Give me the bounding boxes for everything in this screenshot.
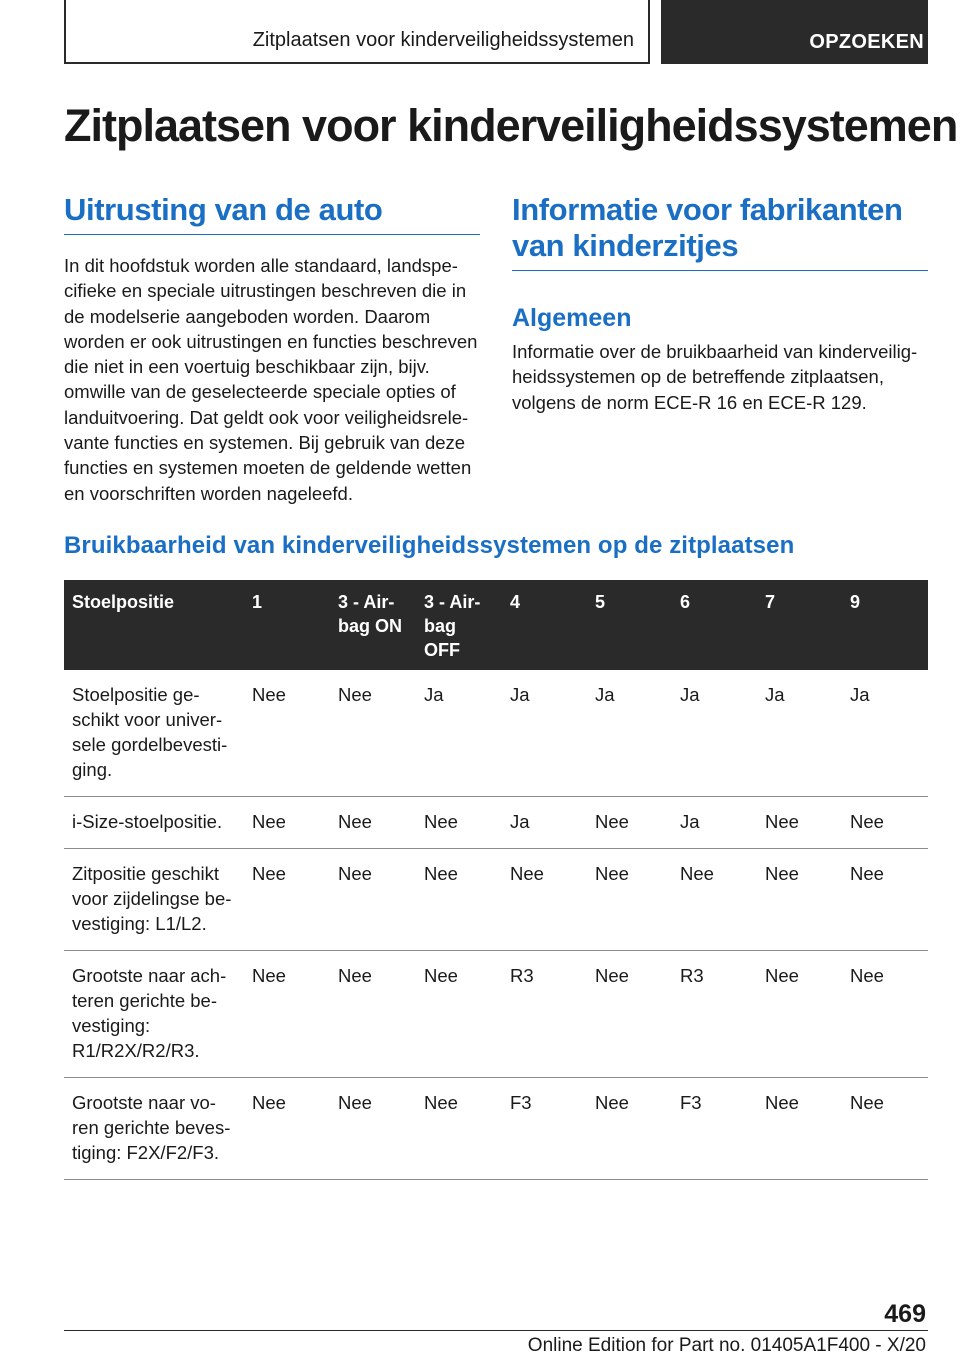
page-number: 469: [884, 1300, 926, 1328]
general-paragraph: Informatie over de bruikbaarheid van kinderveiligheidssystemen op de betreffende zitplaatsen, volgens de norm ECE-R 16 en ECE-R 129.: [512, 341, 918, 413]
table-cell: Nee: [244, 670, 330, 797]
table-cell: Ja: [587, 670, 672, 797]
table-section-title: Bruikbaarheid van kinderveiligheidssystemen op de zitplaatsen: [64, 532, 795, 559]
table-cell: Nee: [244, 1078, 330, 1180]
table-cell: Ja: [502, 797, 587, 849]
table-cell: Nee: [842, 1078, 928, 1180]
table-header-cell: 3 - Airbag ON: [330, 580, 416, 670]
table-cell: Nee: [757, 951, 842, 1078]
header-chapter-box: [64, 0, 650, 64]
table-cell: Ja: [416, 670, 502, 797]
table-cell: Nee: [330, 797, 416, 849]
table-cell: Nee: [416, 849, 502, 951]
table-cell: Nee: [587, 1078, 672, 1180]
table-cell: Nee: [587, 797, 672, 849]
lookup-tab[interactable]: [661, 0, 928, 64]
section-heading-vehicle-equipment: Uitrusting van de auto: [64, 192, 480, 235]
section-heading-manufacturer-info: Informatie voor fabrikanten van kinderzitjes: [512, 192, 928, 271]
table-header-cell: 4: [502, 580, 587, 670]
left-column: [64, 192, 480, 506]
table-cell: Nee: [330, 951, 416, 1078]
table-cell: Ja: [502, 670, 587, 797]
table-cell: Nee: [842, 849, 928, 951]
table-cell: F3: [502, 1078, 587, 1180]
table-header-cell: 7: [757, 580, 842, 670]
table-header-cell: Stoelpositie: [64, 580, 244, 670]
table-row: [64, 849, 928, 951]
table-cell: Nee: [757, 797, 842, 849]
table-cell: Nee: [330, 1078, 416, 1180]
table-header-cell: 5: [587, 580, 672, 670]
table-cell: Nee: [842, 951, 928, 1078]
table-cell: Ja: [757, 670, 842, 797]
table-cell: Nee: [587, 849, 672, 951]
table-cell: Grootste naar voren gerichte bevestiging: F2X/F2/F3.: [64, 1078, 244, 1180]
subheading-general: Algemeen: [512, 304, 632, 332]
table-row: [64, 670, 928, 797]
table-header-cell: 3 - Airbag OFF: [416, 580, 502, 670]
table-row: [64, 797, 928, 849]
table-cell: Nee: [672, 849, 757, 951]
table-cell: Ja: [672, 797, 757, 849]
table-header-cell: 9: [842, 580, 928, 670]
seat-suitability-table: [64, 580, 928, 1180]
table-header-cell: 6: [672, 580, 757, 670]
table-cell: Nee: [757, 849, 842, 951]
table-cell: Nee: [244, 849, 330, 951]
table-cell: Nee: [330, 670, 416, 797]
table-cell: Nee: [587, 951, 672, 1078]
table-cell: Nee: [244, 797, 330, 849]
table-cell: Ja: [672, 670, 757, 797]
table-cell: Nee: [416, 1078, 502, 1180]
table-header-row: [64, 580, 928, 670]
table-cell: Zitpositie geschikt voor zijdelingse bevestiging: L1/L2.: [64, 849, 244, 951]
footer-divider: [64, 1330, 928, 1331]
page-title: Zitplaatsen voor kinderveiligheidssystemen: [64, 100, 958, 151]
table-cell: R3: [502, 951, 587, 1078]
table-cell: Nee: [502, 849, 587, 951]
table-cell: R3: [672, 951, 757, 1078]
right-column: [512, 192, 928, 415]
table-cell: Nee: [416, 951, 502, 1078]
table-cell: Nee: [842, 797, 928, 849]
table-cell: Nee: [330, 849, 416, 951]
table-cell: Grootste naar achteren gerichte bevestiging: R1/R2X/R2/R3.: [64, 951, 244, 1078]
vehicle-equipment-paragraph: In dit hoofdstuk worden alle standaard, landspecifieke en speciale uitrustingen beschreven die in de modelserie aangeboden worden. Daarom worden er ook uitrustingen en functies beschreven die niet in een voertuig beschikbaar zijn, bijv. omwille van de geselecteerde speciale opties of landuitvoering. Dat geldt ook voor veiligheidsrelevante functies en systemen. Bij gebruik van deze functies en systemen moeten de geldende wetten en voorschriften worden nageleefd.: [64, 255, 478, 504]
footer-edition: Online Edition for Part no. 01405A1F400 - X/20: [527, 1335, 926, 1356]
table-cell: Stoelpositie geschikt voor universele gordelbevestiging.: [64, 670, 244, 797]
lookup-tab-label: OPZOEKEN: [809, 31, 924, 53]
table-cell: Nee: [757, 1078, 842, 1180]
header-chapter-title: Zitplaatsen voor kinderveiligheidssystemen: [252, 29, 634, 51]
table-cell: Nee: [416, 797, 502, 849]
table-cell: Ja: [842, 670, 928, 797]
table-row: [64, 951, 928, 1078]
table-cell: Nee: [244, 951, 330, 1078]
table-header-cell: 1: [244, 580, 330, 670]
table-cell: F3: [672, 1078, 757, 1180]
table-row: [64, 1078, 928, 1180]
table-cell: i-Size-stoelpositie.: [64, 797, 244, 849]
